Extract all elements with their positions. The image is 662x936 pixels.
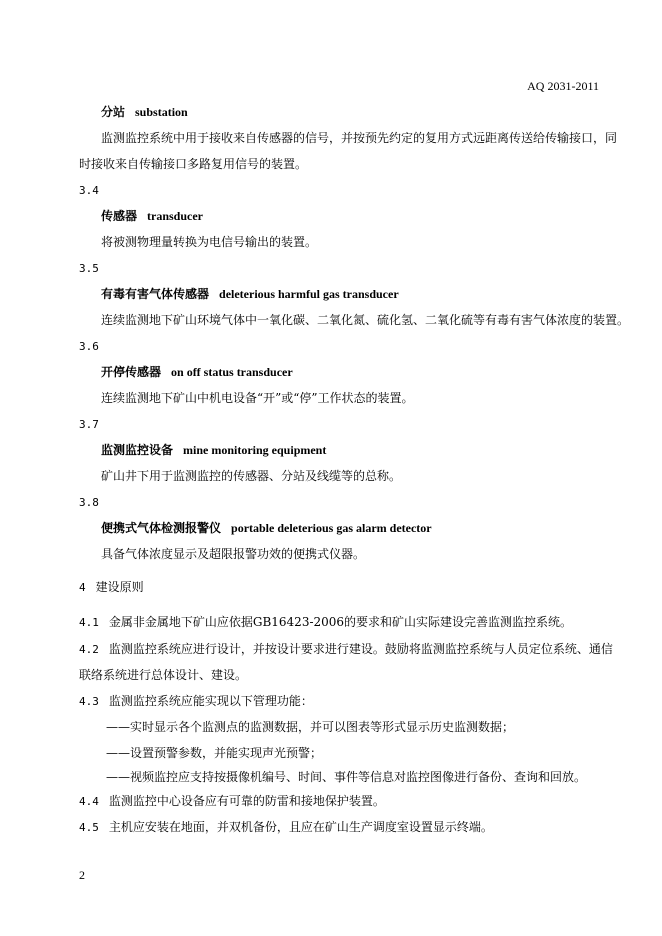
clause-number: 4.5: [79, 821, 99, 834]
list-item: ——设置预警参数，并能实现声光预警；: [106, 746, 323, 760]
term-heading: [101, 520, 432, 536]
clause-text: 监测监控中心设备应有可靠的防雷和接地保护装置。: [108, 794, 385, 808]
clause-text: 联络系统进行总体设计、建设。: [79, 668, 248, 682]
term-en: on off status transducer: [171, 365, 293, 379]
term-heading: [101, 104, 188, 120]
clause-number: 4.4: [79, 795, 99, 808]
clause-number: 3.7: [79, 418, 99, 431]
section-heading: [79, 579, 144, 596]
clause-number: 4.1: [79, 616, 99, 629]
definition-text: 连续监测地下矿山中机电设备“开”或“停”工作状态的装置。: [101, 391, 414, 405]
clause-text: 金属非金属地下矿山应依据GB16423-2006的要求和矿山实际建设完善监测监控系统。: [108, 615, 573, 629]
term-en: substation: [135, 105, 188, 119]
clause-number: 3.6: [79, 340, 99, 353]
clause: [79, 614, 572, 631]
term-cn: 便携式气体检测报警仪: [101, 521, 222, 535]
term-en: portable deleterious gas alarm detector: [231, 521, 432, 535]
clause-text: 监测监控系统应进行设计，并按设计要求进行建设。鼓励将监测监控系统与人员定位系统、通信: [108, 642, 613, 656]
clause-number: 3.8: [79, 496, 99, 509]
term-heading: [101, 286, 399, 302]
list-item: ——视频监控应支持按摄像机编号、时间、事件等信息对监控图像进行备份、查询和回放。: [106, 770, 587, 784]
standard-code: AQ 2031-2011: [527, 79, 599, 93]
term-cn: 监测监控设备: [101, 443, 174, 457]
definition-text: 矿山井下用于监测监控的传感器、分站及线缆等的总称。: [101, 469, 402, 483]
term-heading: [101, 208, 203, 224]
clause-number: 4.3: [79, 695, 99, 708]
clause: [79, 793, 385, 810]
clause: [79, 693, 313, 710]
term-cn: 有毒有害气体传感器: [101, 287, 210, 301]
clause-number: 3.4: [79, 184, 99, 197]
definition-text: 将被测物理量转换为电信号输出的装置。: [101, 235, 318, 249]
term-cn: 分站: [101, 105, 126, 119]
term-cn: 传感器: [101, 209, 138, 223]
term-heading: [101, 364, 293, 380]
definition-text: 连续监测地下矿山环境气体中一氧化碳、二氧化氮、硫化氢、二氧化硫等有毒有害气体浓度的装置。: [101, 313, 630, 327]
clause-number: 4.2: [79, 643, 99, 656]
term-heading: [101, 442, 326, 458]
definition-text: 具备气体浓度显示及超限报警功效的便携式仪器。: [101, 547, 366, 561]
definition-text: 时接收来自传输接口多路复用信号的装置。: [79, 157, 308, 171]
clause-text: 主机应安装在地面，并双机备份，且应在矿山生产调度室设置显示终端。: [108, 820, 493, 834]
clause: [79, 819, 493, 836]
term-en: deleterious harmful gas transducer: [219, 287, 399, 301]
term-en: transducer: [147, 209, 204, 223]
section-title: 建设原则: [95, 580, 144, 594]
clause-text: 监测监控系统应能实现以下管理功能：: [108, 694, 313, 708]
definition-text: 监测监控系统中用于接收来自传感器的信号，并按预先约定的复用方式远距离传送给传输接口，同: [101, 131, 618, 145]
clause: [79, 641, 613, 658]
section-number: 4: [79, 581, 86, 594]
clause-number: 3.5: [79, 262, 99, 275]
term-en: mine monitoring equipment: [183, 443, 327, 457]
list-item: ——实时显示各个监测点的监测数据，并可以图表等形式显示历史监测数据；: [106, 720, 515, 734]
page-number: 2: [79, 868, 85, 882]
term-cn: 开停传感器: [101, 365, 162, 379]
